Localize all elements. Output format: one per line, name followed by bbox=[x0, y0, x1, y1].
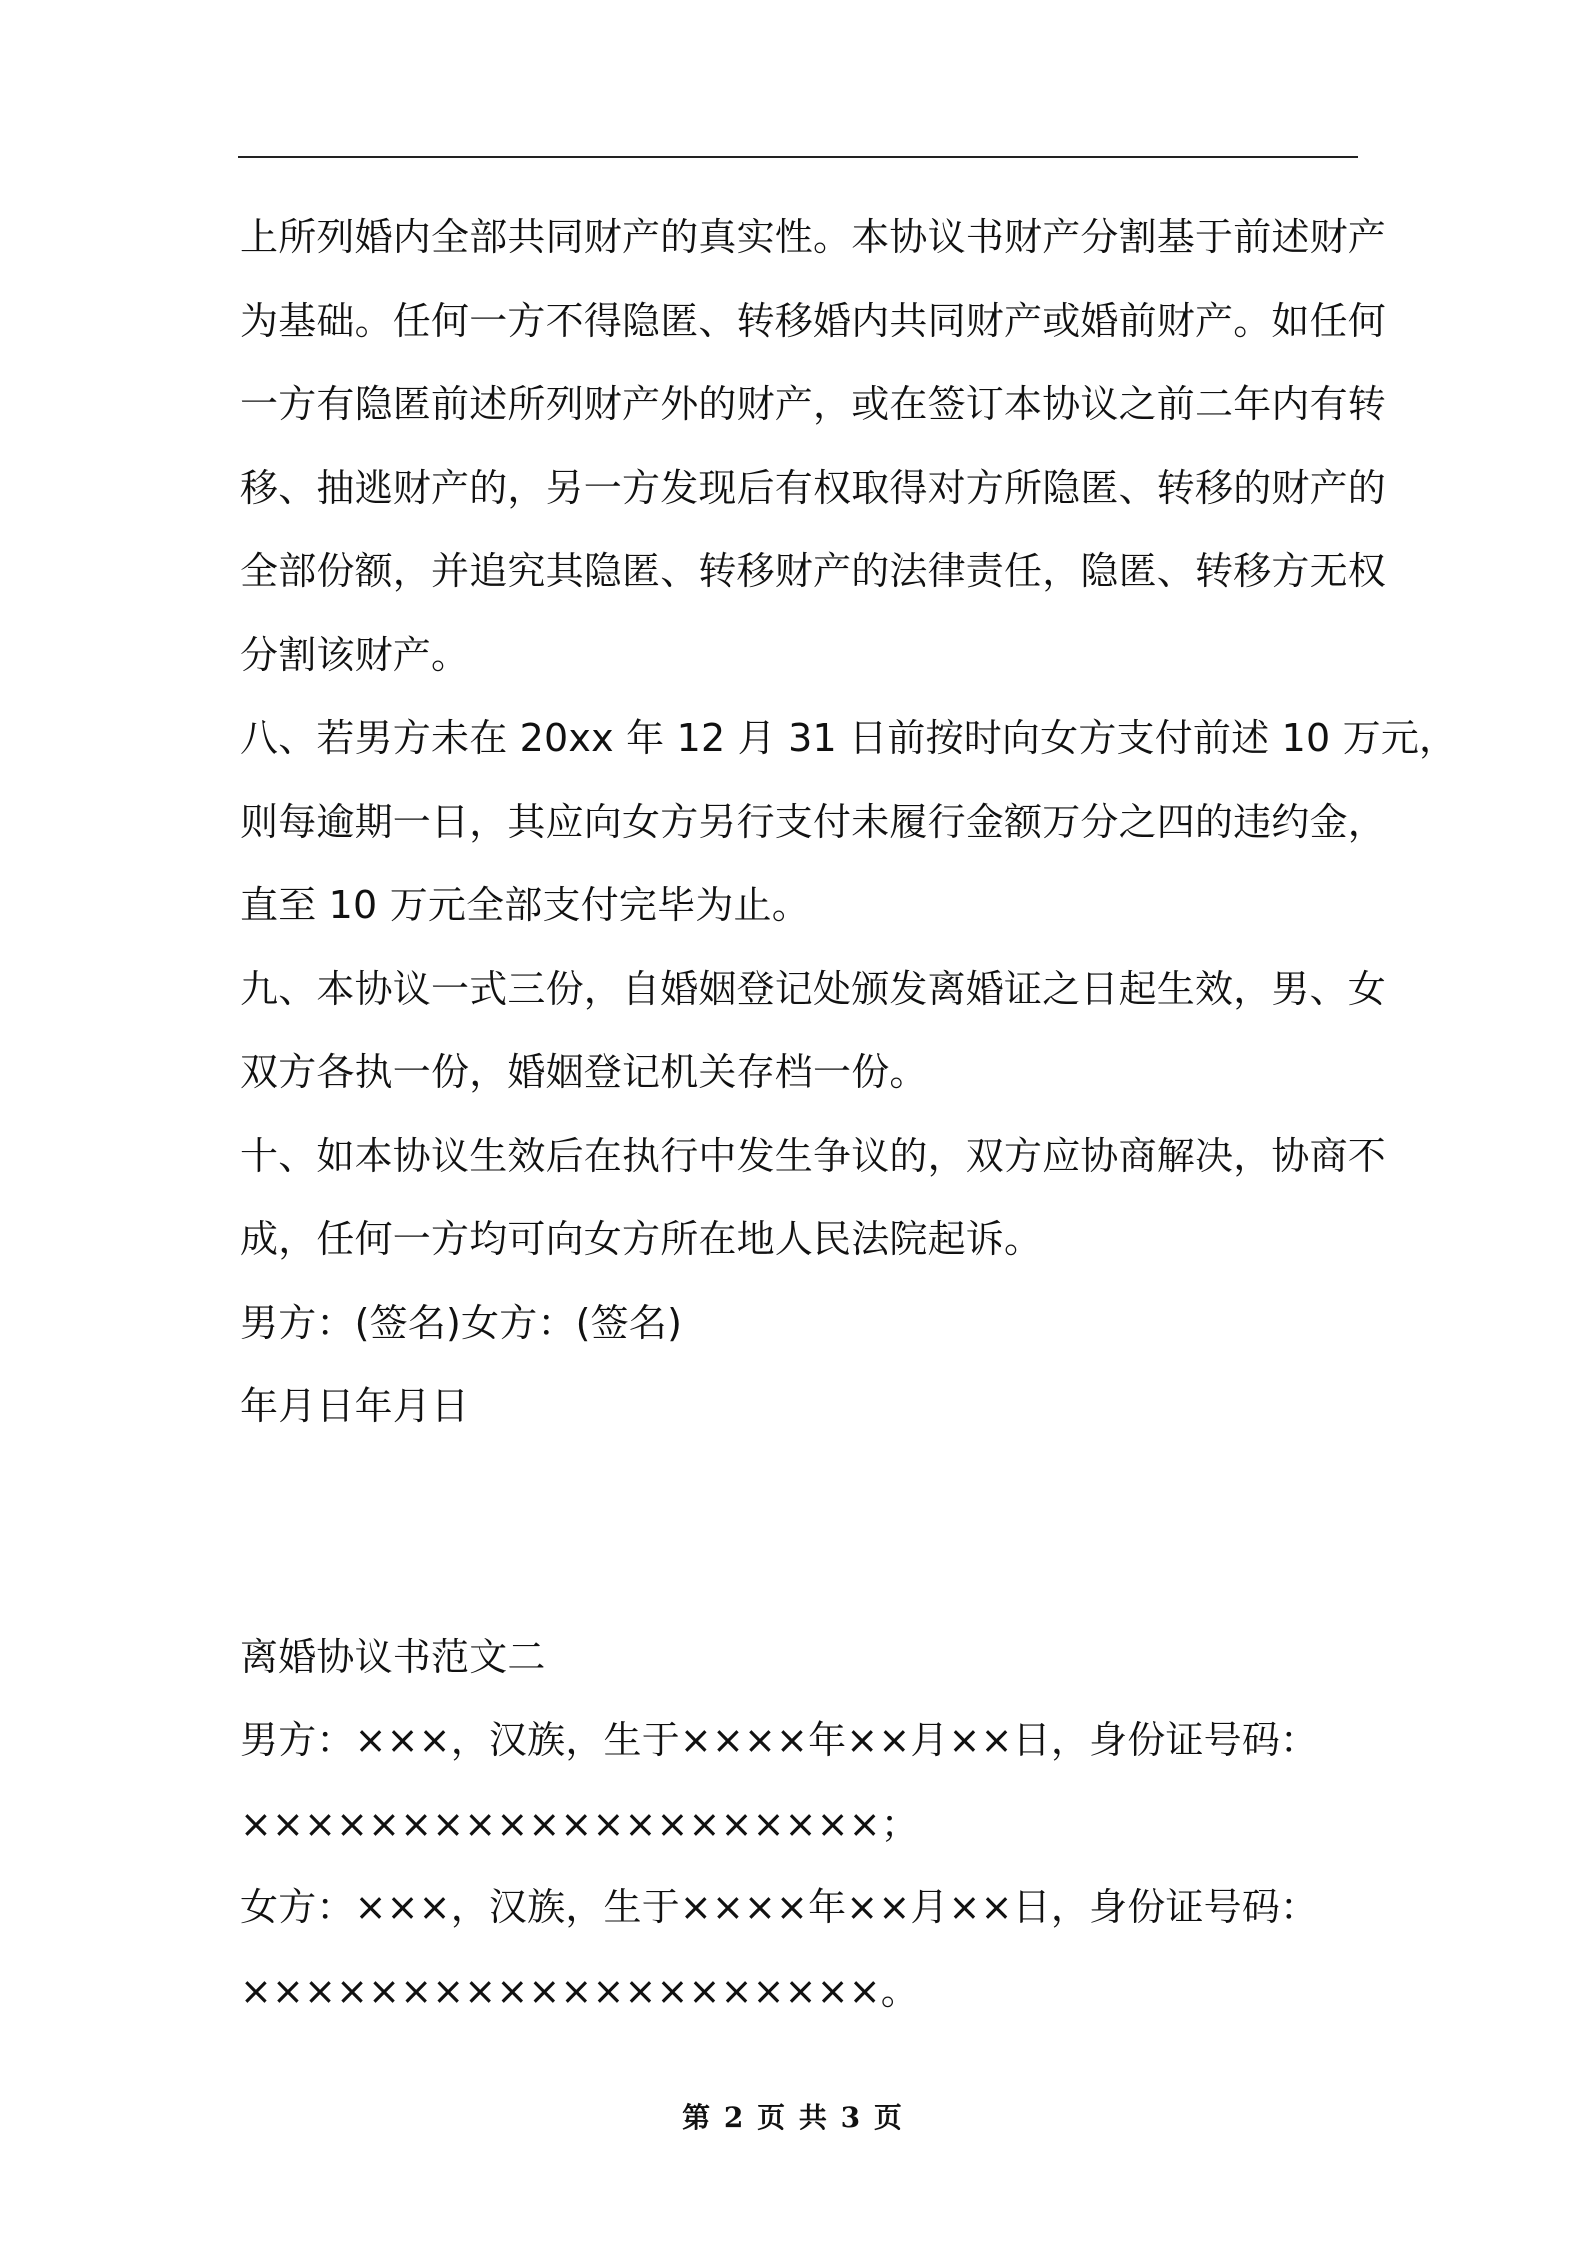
text-line: 上所列婚内全部共同财产的真实性。本协议书财产分割基于前述财产 bbox=[240, 215, 1387, 259]
date-line: 年月日年月日 bbox=[240, 1384, 470, 1428]
text-line: 双方各执一份，婚姻登记机关存档一份。 bbox=[240, 1050, 928, 1094]
paragraph-property-truth bbox=[240, 196, 1387, 697]
text-line: 为基础。任何一方不得隐匿、转移婚内共同财产或婚前财产。如任何 bbox=[240, 298, 1387, 343]
text-line: 一方有隐匿前述所列财产外的财产，或在签订本协议之前二年内有转 bbox=[240, 382, 1387, 426]
text-line: 女方：×××，汉族，生于××××年××月××日，身份证号码： bbox=[240, 1885, 1319, 1929]
text-line: 则每逾期一日，其应向女方另行支付未履行金额万分之四的违约金， bbox=[240, 799, 1387, 844]
clause-ten bbox=[240, 1115, 1387, 1282]
header-rule bbox=[238, 156, 1358, 158]
text-line: 九、本协议一式三份，自婚姻登记处颁发离婚证之日起生效，男、女 bbox=[240, 966, 1387, 1011]
page-footer: 第 2 页 共 3 页 bbox=[682, 2101, 904, 2134]
text-line: 成，任何一方均可向女方所在地人民法院起诉。 bbox=[240, 1217, 1043, 1261]
signature-line: 男方：(签名)女方：(签名) bbox=[240, 1300, 683, 1345]
section-gap bbox=[240, 1449, 1365, 1616]
text-line: 分割该财产。 bbox=[240, 632, 470, 677]
text-line: ××××××××××××××××××××。 bbox=[240, 1968, 919, 2013]
document-body bbox=[240, 196, 1458, 2033]
text-line: 直至 10 万元全部支付完毕为止。 bbox=[240, 883, 810, 927]
text-line: 移、抽逃财产的，另一方发现后有权取得对方所隐匿、转移的财产的 bbox=[240, 465, 1387, 510]
text-line: 八、若男方未在 20xx 年 12 月 31 日前按时向女方支付前述 10 万元， bbox=[240, 716, 1458, 760]
section-title: 离婚协议书范文二 bbox=[240, 1634, 546, 1679]
text-line: ××××××××××××××××××××； bbox=[240, 1801, 919, 1846]
text-line: 全部份额，并追究其隐匿、转移财产的法律责任，隐匿、转移方无权 bbox=[240, 549, 1387, 593]
clause-eight bbox=[240, 697, 1458, 948]
text-line: 男方：×××，汉族，生于××××年××月××日，身份证号码： bbox=[240, 1718, 1319, 1762]
clause-nine bbox=[240, 948, 1387, 1115]
text-line: 十、如本协议生效后在执行中发生争议的，双方应协商解决，协商不 bbox=[240, 1133, 1387, 1178]
